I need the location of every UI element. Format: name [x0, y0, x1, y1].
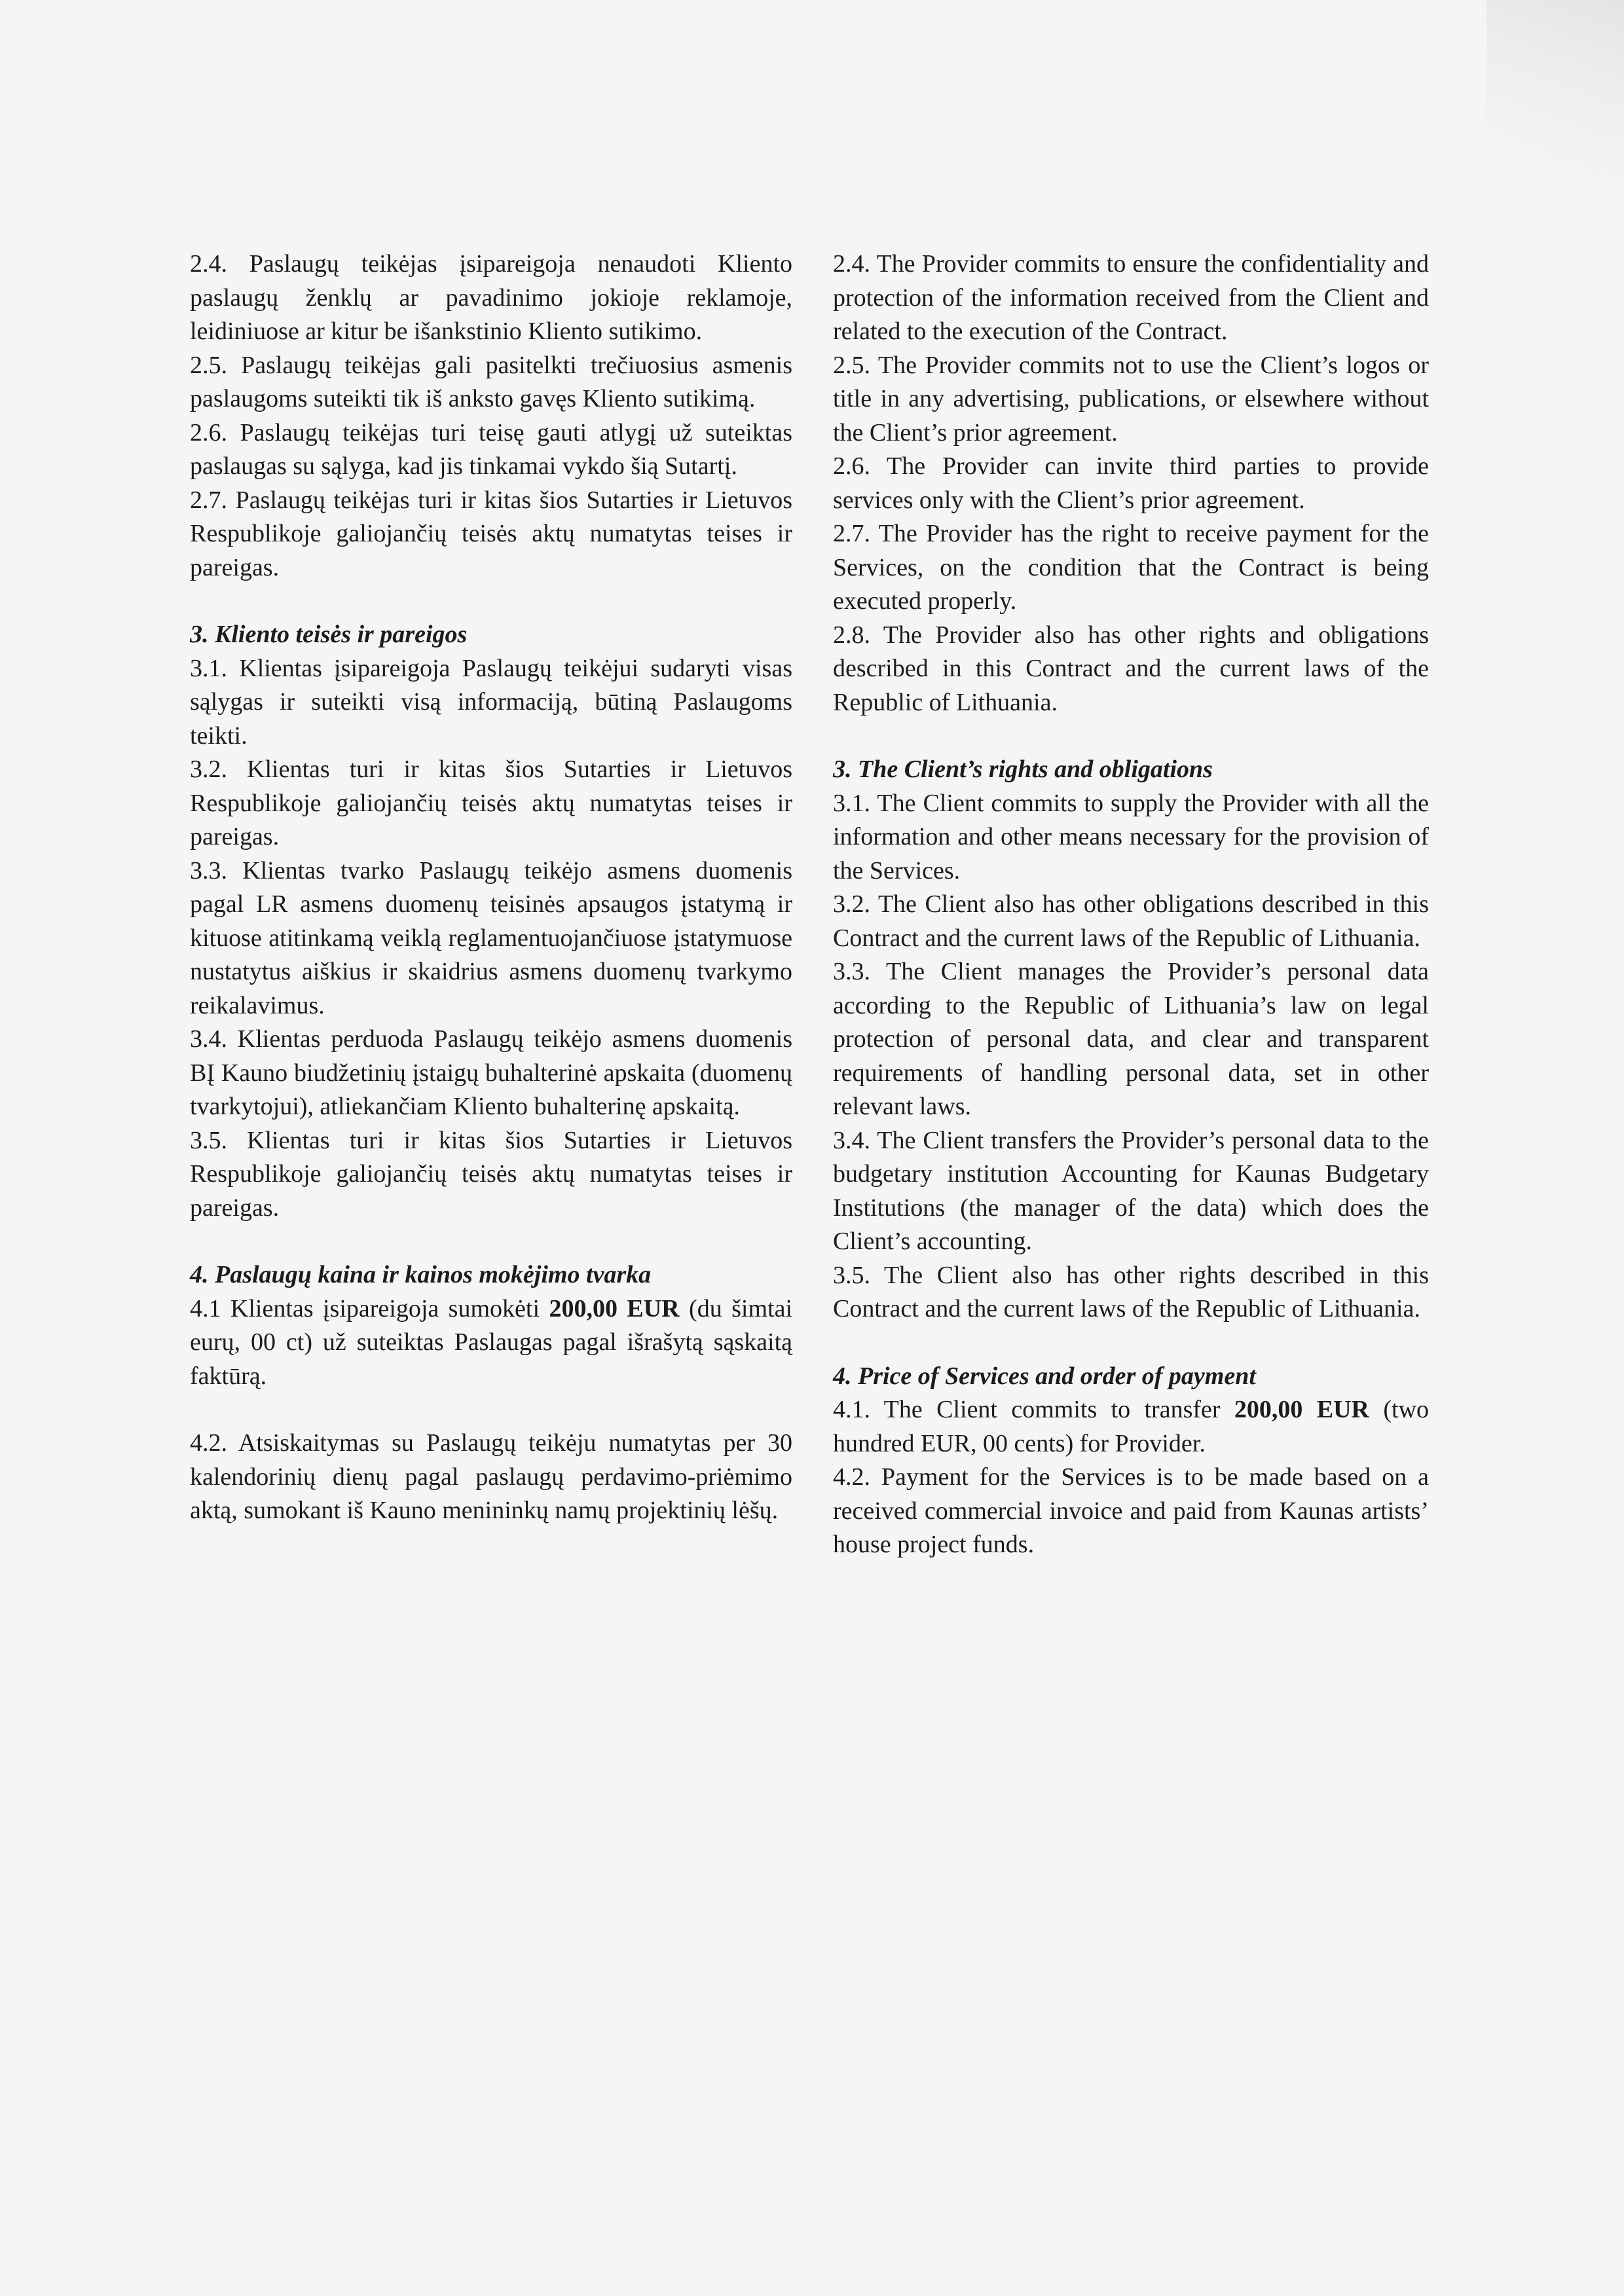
page-corner-shadow — [1486, 0, 1624, 236]
spacer — [190, 1393, 792, 1427]
lt-clause-4-1-text-end: (du šimtai eurų, 00 ct) už suteiktas Paslaugas pagal išrašytą sąskaitą faktūrą. — [190, 1294, 793, 1390]
lt-clause-2-4: 2.4. Paslaugų teikėjas įsipareigoja nenaudoti Kliento paslaugų ženklų ar pavadinimo jokioje reklamoje, leidiniuose ar kitur be išankstinio Kliento sutikimo. — [190, 250, 792, 345]
lt-clause-2-6: 2.6. Paslaugų teikėjas turi teisę gauti atlygį už suteiktas paslaugas su sąlyga, kad jis tinkamai vykdo šią Sutartį. — [190, 418, 792, 480]
en-clause-2-6: 2.6. The Provider can invite third parties to provide services only with the Client’s prior agreement. — [833, 452, 1429, 514]
en-clause-3-3: 3.3. The Client manages the Provider’s personal data according to the Republic of Lithuania’s law on legal protection of personal data, and clear and transparent requirements of handling personal data, set in other relevant laws. — [833, 958, 1429, 1120]
lt-clause-3-5: 3.5. Klientas turi ir kitas šios Sutarties ir Lietuvos Respublikoje galiojančių teisės aktų numatytas teises ir pareigas. — [190, 1126, 792, 1222]
spacer — [833, 1326, 1429, 1360]
lt-clause-3-3: 3.3. Klientas tvarko Paslaugų teikėjo asmens duomenis pagal LR asmens duomenų teisinės apsaugos įstatymą ir kituose atitinkamą veiklą reglamentuojančiuose įstatymuose nustatytus aiškius ir skaidrius asmens duomenų tvarkymo reikalavimus. — [190, 856, 792, 1019]
en-clause-3-1: 3.1. The Client commits to supply the Provider with all the information and other means necessary for the provision of the Services. — [833, 789, 1429, 884]
en-section-3-heading: 3. The Client’s rights and obligations — [833, 756, 1213, 783]
spacer — [190, 1225, 792, 1258]
en-section-4-heading: 4. Price of Services and order of payment — [833, 1362, 1256, 1390]
lt-clause-4-1-text: 4.1 Klientas įsipareigoja sumokėti — [190, 1294, 549, 1322]
english-column — [833, 247, 1429, 1562]
lt-clause-3-2: 3.2. Klientas turi ir kitas šios Sutarties ir Lietuvos Respublikoje galiojančių teisės aktų numatytas teises ir pareigas. — [190, 756, 792, 850]
lt-clause-3-4: 3.4. Klientas perduoda Paslaugų teikėjo asmens duomenis BĮ Kauno biudžetinių įstaigų buhalterinė apskaita (duomenų tvarkytojui), atliekančiam Kliento buhalterinę apskaitą. — [190, 1025, 792, 1120]
en-clause-4-2: 4.2. Payment for the Services is to be made based on a received commercial invoice and paid from Kaunas artists’ house project funds. — [833, 1463, 1429, 1558]
en-clause-2-8: 2.8. The Provider also has other rights and obligations described in this Contract and the current laws of the Republic of Lithuania. — [833, 621, 1429, 716]
lt-section-3-heading: 3. Kliento teisės ir pareigos — [190, 621, 468, 648]
lt-clause-4-1 — [190, 1292, 792, 1394]
en-clause-4-1-text-end: (two hundred EUR, 00 cents) for Provider. — [833, 1396, 1430, 1457]
lt-clause-3-1: 3.1. Klientas įsipareigoja Paslaugų teikėjui sudaryti visas sąlygas ir suteikti visą informaciją, būtiną Paslaugoms teikti. — [190, 654, 792, 750]
en-clause-2-4: 2.4. The Provider commits to ensure the confidentiality and protection of the information received from the Client and related to the execution of the Contract. — [833, 250, 1429, 345]
en-clause-4-1-text: 4.1. The Client commits to transfer — [833, 1396, 1234, 1423]
en-price-amount: 200,00 EUR — [1234, 1396, 1369, 1423]
lt-clause-2-7: 2.7. Paslaugų teikėjas turi ir kitas šios Sutarties ir Lietuvos Respublikoje galiojančių teisės aktų numatytas teises ir pareigas. — [190, 486, 792, 581]
lithuanian-column — [190, 247, 792, 1528]
lt-clause-4-2: 4.2. Atsiskaitymas su Paslaugų teikėju numatytas per 30 kalendorinių dienų pagal paslaugų perdavimo-priėmimo aktą, sumokant iš Kauno menininkų namų projektinių lėšų. — [190, 1429, 792, 1524]
spacer — [833, 720, 1429, 753]
en-clause-3-5: 3.5. The Client also has other rights described in this Contract and the current laws of the Republic of Lithuania. — [833, 1261, 1429, 1322]
lt-clause-2-5: 2.5. Paslaugų teikėjas gali pasitelkti trečiuosius asmenis paslaugoms suteikti tik iš anksto gavęs Kliento sutikimą. — [190, 351, 792, 412]
en-clause-3-2: 3.2. The Client also has other obligations described in this Contract and the current laws of the Republic of Lithuania. — [833, 890, 1429, 952]
en-clause-3-4: 3.4. The Client transfers the Provider’s personal data to the budgetary institution Accounting for Kaunas Budgetary Institutions (the manager of the data) which does the Client’s accounting. — [833, 1126, 1429, 1255]
en-clause-4-1 — [833, 1393, 1429, 1461]
lt-section-4-heading: 4. Paslaugų kaina ir kainos mokėjimo tvarka — [190, 1261, 652, 1288]
spacer — [190, 585, 792, 618]
lt-price-amount: 200,00 EUR — [549, 1294, 680, 1322]
en-clause-2-7: 2.7. The Provider has the right to receive payment for the Services, on the condition that the Contract is being executed properly. — [833, 520, 1429, 615]
en-clause-2-5: 2.5. The Provider commits not to use the Client’s logos or title in any advertising, publications, or elsewhere without the Client’s prior agreement. — [833, 351, 1429, 446]
